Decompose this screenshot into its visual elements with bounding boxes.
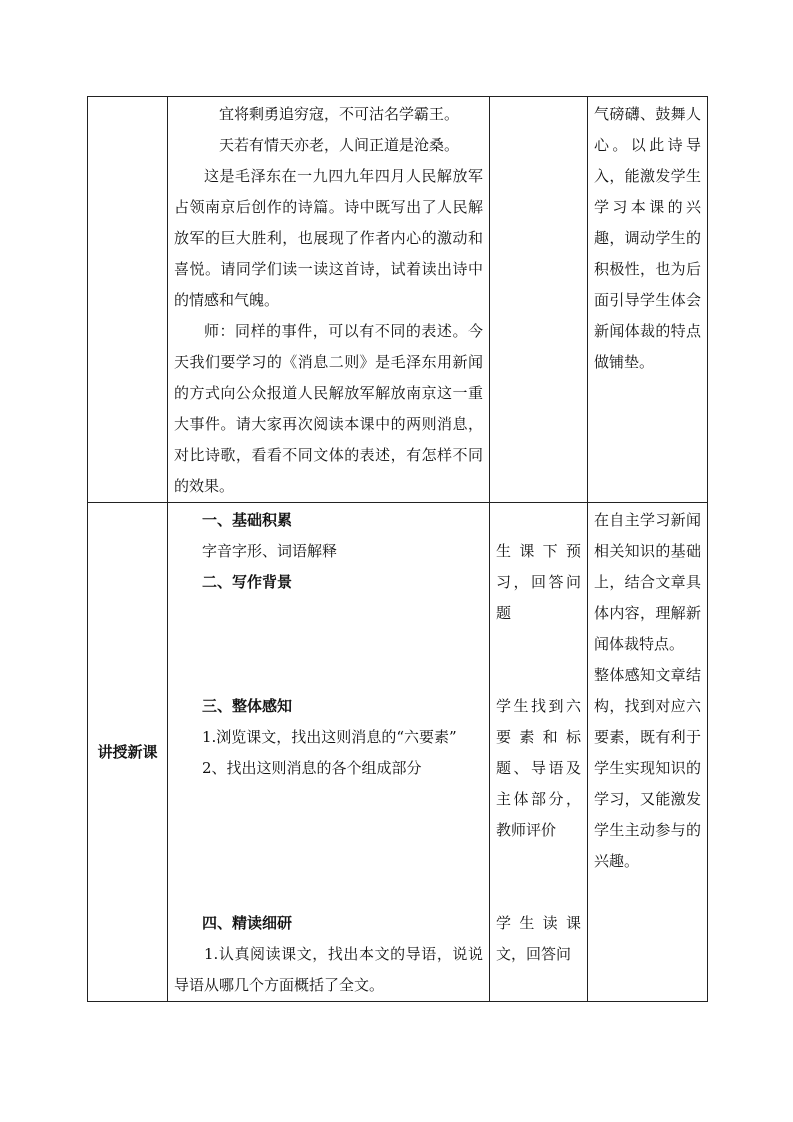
lesson-plan-table	[87, 96, 708, 1002]
section-item-basics: 字音字形、词语解释	[202, 542, 338, 560]
design-intent-cell	[588, 503, 708, 1002]
student-activity-cell-empty	[490, 97, 588, 503]
table-row	[88, 503, 708, 1002]
section-item-overview-2: 2、找出这则消息的各个组成部分	[202, 759, 422, 777]
teaching-content-cell	[168, 97, 490, 503]
section-heading-close-reading: 四、精读细研	[202, 914, 293, 932]
section-item-close-reading-1: 1.认真阅读课文，找出本文的导语，说说导语从哪几个方面概括了全文。	[174, 945, 483, 994]
section-heading-basics: 一、基础积累	[202, 511, 293, 529]
label-cell-empty	[88, 97, 168, 503]
poem-line-2: 天若有情天亦老，人间正道是沧桑。	[219, 136, 460, 154]
stage-label: 讲授新课	[88, 503, 168, 1002]
section-heading-background: 二、写作背景	[202, 573, 293, 591]
design-intent-cell	[588, 97, 708, 503]
poem-line-1: 宜将剩勇追穷寇，不可沽名学霸王。	[219, 105, 460, 123]
design-intent-text-2: 整体感知文章结构，找到对应六要素，既有利于学生实现知识的学习，又能激发学生主动参与的兴趣。	[594, 666, 701, 870]
teacher-paragraph: 师：同样的事件，可以有不同的表述。今天我们要学习的《消息二则》是毛泽东用新闻的方式向公众报道人民解放军解放南京这一重大事件。请大家再次阅读本课中的两则消息，对比诗歌，看看不同文体的表述，有怎样不同的效果。	[174, 322, 483, 495]
teaching-content-cell	[168, 503, 490, 1002]
section-item-overview-1: 1.浏览课文，找出这则消息的“六要素”	[202, 728, 457, 746]
intro-paragraph: 这是毛泽东在一九四九年四月人民解放军占领南京后创作的诗篇。诗中既写出了人民解放军的巨大胜利，也展现了作者内心的激动和喜悦。请同学们读一读这首诗，试着读出诗中的情感和气魄。	[174, 167, 483, 309]
section-heading-overview: 三、整体感知	[202, 697, 293, 715]
activity-text-3: 学生读课文，回答问	[496, 914, 581, 963]
design-intent-text-1: 在自主学习新闻相关知识的基础上，结合文章具体内容，理解新闻体裁特点。	[594, 511, 701, 653]
table-row	[88, 97, 708, 503]
activity-text-1: 生课下预习，回答问题	[496, 542, 581, 622]
design-intent-text: 气磅礴、鼓舞人心。以此诗导入，能激发学生学习本课的兴趣，调动学生的积极性，也为后面引导学生体会新闻体裁的特点做铺垫。	[594, 105, 701, 371]
student-activity-cell	[490, 503, 588, 1002]
activity-text-2: 学生找到六要素和标题、导语及主体部分，教师评价	[496, 697, 581, 839]
